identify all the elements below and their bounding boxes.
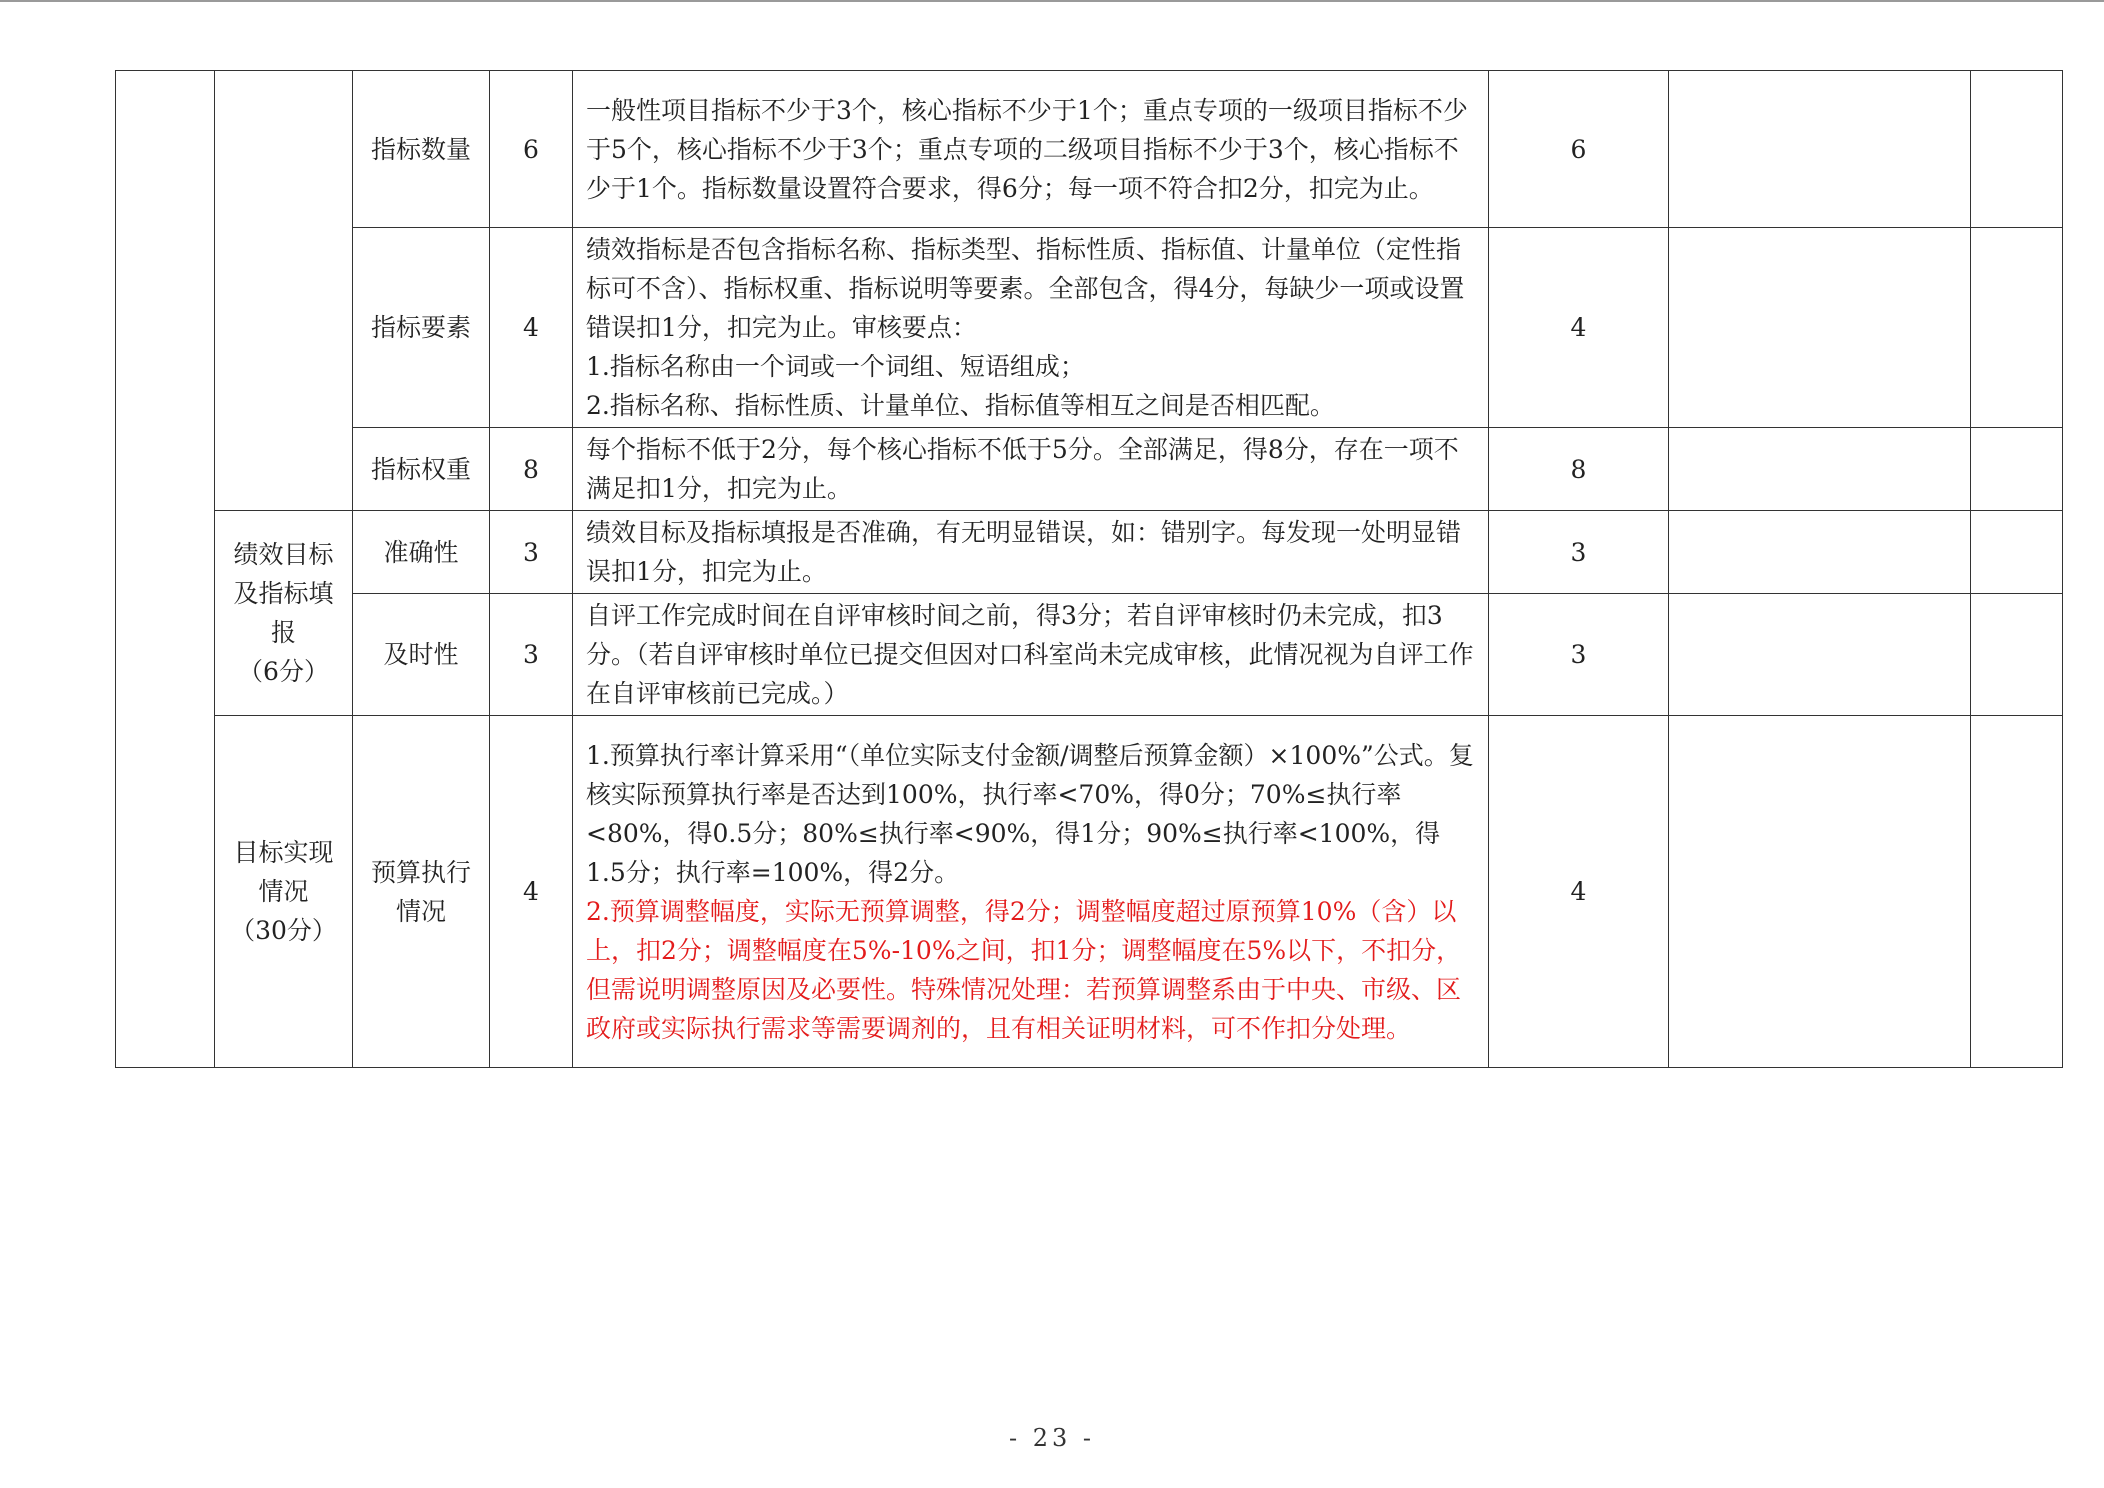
extra-cell [1971,228,2063,428]
item-score-cell: 3 [490,594,573,716]
result-cell: 3 [1489,594,1669,716]
category-cell-fill [215,511,353,716]
category-line: 报 [270,618,296,647]
remark-cell [1669,71,1971,228]
category-line: 及指标填 [233,579,334,608]
category-line: （6分） [238,657,329,686]
item-name-cell [353,716,490,1068]
table-row [116,511,2063,594]
category-cell-achieve [215,716,353,1068]
remark-cell [1669,594,1971,716]
criteria-cell [573,228,1489,428]
criteria-cell: 一般性项目指标不少于3个，核心指标不少于1个；重点专项的一级项目指标不少于5个，核心指标不少于3个；重点专项的二级项目指标不少于3个，核心指标不少于1个。指标数量设置符合要求，得6分；每一项不符合扣2分，扣完为止。 [573,71,1489,228]
page-number: - 23 - [1008,1424,1095,1452]
extra-cell [1971,511,2063,594]
second-level-category-cell [215,71,353,511]
criteria-text: 绩效指标是否包含指标名称、指标类型、指标性质、指标值、计量单位（定性指标可不含）、指标权重、指标说明等要素。全部包含，得4分，每缺少一项或设置错误扣1分，扣完为止。审核要点： [586,235,1465,342]
item-line: 情况 [395,896,446,926]
criteria-cell: 每个指标不低于2分，每个核心指标不低于5分。全部满足，得8分，存在一项不满足扣1分，扣完为止。 [573,428,1489,511]
criteria-point: 2.指标名称、指标性质、计量单位、指标值等相互之间是否相匹配。 [586,391,1335,420]
top-rule [0,0,2104,2]
result-cell: 6 [1489,71,1669,228]
category-line: 目标实现 [233,838,334,867]
item-name-cell: 指标要素 [353,228,490,428]
item-name-cell: 指标权重 [353,428,490,511]
item-score-cell: 4 [490,716,573,1068]
remark-cell [1669,511,1971,594]
criteria-cell [573,716,1489,1068]
criteria-point: 1.指标名称由一个词或一个词组、短语组成； [586,352,1085,381]
remark-cell [1669,716,1971,1068]
item-score-cell: 8 [490,428,573,511]
item-name-cell: 准确性 [353,511,490,594]
item-score-cell: 3 [490,511,573,594]
result-cell: 3 [1489,511,1669,594]
extra-cell [1971,594,2063,716]
extra-cell [1971,428,2063,511]
scoring-table [115,70,2063,1068]
first-level-category-cell [116,71,215,1068]
item-line: 预算执行 [370,857,471,887]
criteria-text: 1.预算执行率计算采用“（单位实际支付金额/调整后预算金额）×100%”公式。复核实际预算执行率是否达到100%，执行率<70%，得0分；70%≤执行率<80%，得0.5分；80%≤执行率<90%，得1分；90%≤执行率<100%，得1.5分；执行率=100%，得2分。 [586,740,1474,887]
table-row [116,71,2063,228]
criteria-cell: 自评工作完成时间在自评审核时间之前，得3分；若自评审核时仍未完成，扣3分。（若自评审核时单位已提交但因对口科室尚未完成审核，此情况视为自评工作在自评审核前已完成。） [573,594,1489,716]
item-score-cell: 4 [490,228,573,428]
item-name-cell: 指标数量 [353,71,490,228]
table-row [116,716,2063,1068]
extra-cell [1971,716,2063,1068]
result-cell: 8 [1489,428,1669,511]
item-name-cell: 及时性 [353,594,490,716]
criteria-cell: 绩效目标及指标填报是否准确，有无明显错误，如：错别字。每发现一处明显错误扣1分，扣完为止。 [573,511,1489,594]
remark-cell [1669,428,1971,511]
table-row [116,594,2063,716]
table-row [116,228,2063,428]
item-score-cell: 6 [490,71,573,228]
category-line: （30分） [230,916,337,945]
category-line: 情况 [258,877,309,906]
result-cell: 4 [1489,228,1669,428]
category-line: 绩效目标 [233,540,334,569]
extra-cell [1971,71,2063,228]
table-row [116,428,2063,511]
remark-cell [1669,228,1971,428]
criteria-text-red: 2.预算调整幅度，实际无预算调整，得2分；调整幅度超过原预算10%（含）以上，扣2分；调整幅度在5%-10%之间，扣1分；调整幅度在5%以下，不扣分，但需说明调整原因及必要性。特殊情况处理：若预算调整系由于中央、市级、区政府或实际执行需求等需要调剂的，且有相关证明材料，可不作扣分处理。 [586,896,1462,1043]
result-cell: 4 [1489,716,1669,1068]
